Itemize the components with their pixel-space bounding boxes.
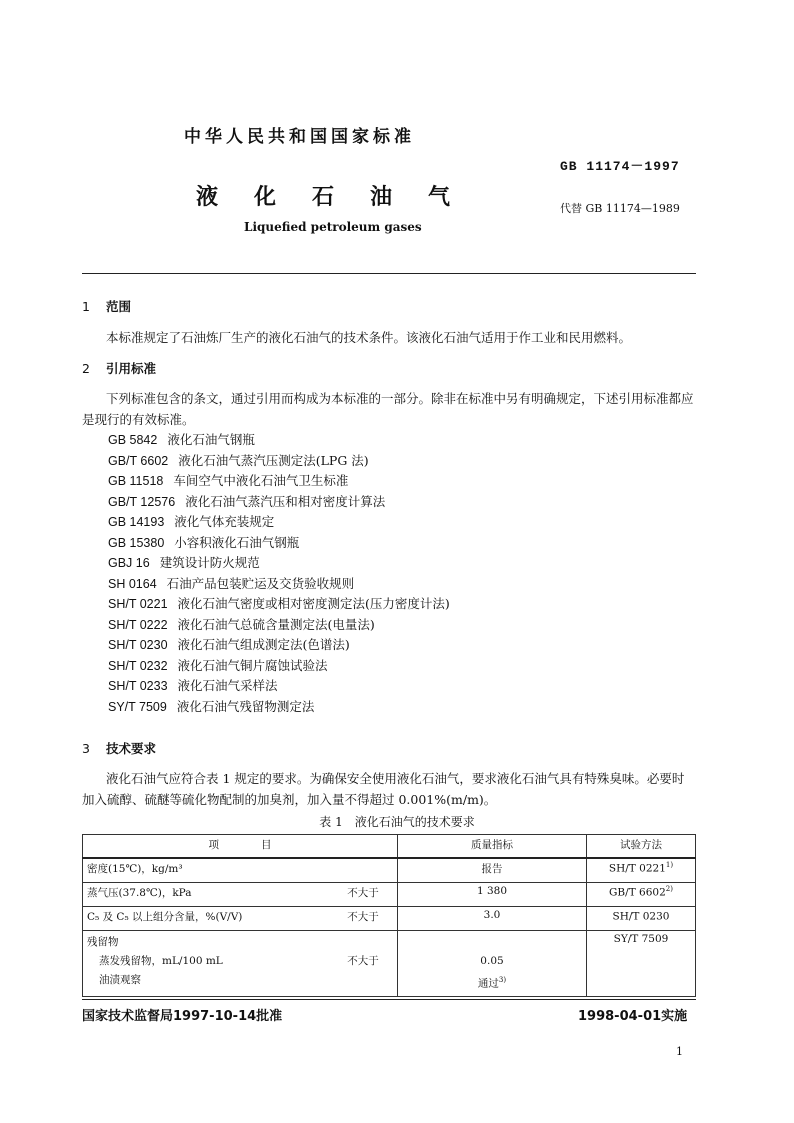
row-limit: 不大于 xyxy=(329,883,398,907)
row-method-note: 2) xyxy=(665,885,673,893)
table-row xyxy=(83,858,696,883)
reference-item xyxy=(108,594,450,615)
document-subtitle: Liquefied petroleum gases xyxy=(244,220,422,234)
reference-code: GB 11518 xyxy=(108,474,164,488)
reference-code: SH/T 0222 xyxy=(108,617,168,632)
reference-code: SH/T 0232 xyxy=(108,658,168,673)
approval-note: 国家技术监督局1997-10-14批准 xyxy=(82,1009,283,1024)
residue-sub1-limit: 不大于 xyxy=(347,955,379,967)
reference-code: GB/T 12576 xyxy=(108,494,176,509)
table-caption: 表 1 液化石油气的技术要求 xyxy=(319,815,475,829)
section-1-title: 范围 xyxy=(106,299,132,314)
header-method: 试验方法 xyxy=(587,835,696,859)
reference-item xyxy=(108,553,450,574)
row-method-cell xyxy=(587,858,696,883)
standard-title: 中华人民共和国国家标准 xyxy=(184,127,415,147)
reference-name: 液化石油气钢瓶 xyxy=(167,432,255,447)
section-1-paragraph xyxy=(82,327,696,348)
residue-item: 残留物 xyxy=(87,936,119,948)
row-method-cell xyxy=(587,883,696,907)
page-number: 1 xyxy=(676,1045,683,1058)
residue-item-cell xyxy=(83,931,330,997)
reference-name: 液化气体充装规定 xyxy=(174,514,275,529)
reference-name: 车间空气中液化石油气卫生标准 xyxy=(173,473,349,488)
reference-code: SH/T 0221 xyxy=(108,597,168,611)
section-2-text: 下列标准包含的条文，通过引用而构成为本标准的一部分。除非在标准中另有明确规定，下述引用标准都应是现行的有效标准。 xyxy=(82,391,694,427)
reference-code: SH 0164 xyxy=(108,576,157,591)
table-row xyxy=(83,883,696,907)
residue-sub2-value: 通过 xyxy=(477,977,499,990)
reference-item xyxy=(108,697,450,718)
residue-sub1-value: 0.05 xyxy=(480,955,504,967)
section-2-number: 2 xyxy=(82,361,90,376)
row-method-cell xyxy=(587,907,696,931)
reference-name: 液化石油气组成测定法(色谱法) xyxy=(177,637,350,652)
row-item: C₅ 及 C₅ 以上组分含量，%(V/V) xyxy=(83,907,330,931)
reference-name: 液化石油气蒸汽压和相对密度计算法 xyxy=(185,493,386,509)
reference-code: GB 5842 xyxy=(108,433,158,447)
reference-name: 液化石油气总硫含量测定法(电量法) xyxy=(177,616,375,632)
document-title: 液化石油气 xyxy=(196,185,487,210)
spec-table xyxy=(82,834,696,997)
section-1-heading xyxy=(82,297,131,315)
section-2-title: 引用标准 xyxy=(106,361,157,376)
section-3-text: 液化石油气应符合表 1 规定的要求。为确保安全使用液化石油气，要求液化石油气具有特殊臭味。必要时加入硫醇、硫醚等硫化物配制的加臭剂，加入量不得超过 0.001%(m/m)。 xyxy=(82,771,685,807)
footer-rule xyxy=(82,999,696,1000)
reference-item xyxy=(108,533,450,554)
row-limit xyxy=(329,858,398,883)
row-method: SH/T 0221 xyxy=(608,862,666,875)
replaces-note: 代替 GB 11174—1989 xyxy=(560,202,680,215)
reference-name: 建筑设计防火规范 xyxy=(159,555,260,570)
header-value: 质量指标 xyxy=(398,835,587,859)
section-3-paragraph xyxy=(82,768,696,810)
reference-item xyxy=(108,471,450,492)
row-limit: 不大于 xyxy=(329,907,398,931)
reference-item xyxy=(108,574,450,595)
row-value: 1 380 xyxy=(398,883,587,907)
section-3-number: 3 xyxy=(82,741,90,756)
reference-code: GB/T 6602 xyxy=(108,453,169,468)
row-item: 蒸气压(37.8℃)，kPa xyxy=(83,883,330,907)
reference-code: SH/T 0233 xyxy=(108,679,168,693)
effective-date: 1998-04-01实施 xyxy=(578,1009,688,1024)
reference-item xyxy=(108,656,450,677)
residue-method: SY/T 7509 xyxy=(587,931,696,997)
residue-value-cell xyxy=(398,931,587,997)
row-value: 报告 xyxy=(398,858,587,883)
section-2-heading xyxy=(82,359,156,377)
standard-number: GB 11174－1997 xyxy=(560,159,680,174)
reference-item xyxy=(108,512,450,533)
residue-limit-cell xyxy=(329,931,398,997)
reference-code: SY/T 7509 xyxy=(108,699,167,714)
section-1-number: 1 xyxy=(82,299,90,314)
residue-sub1-item: 蒸发残留物，mL/100 mL xyxy=(99,955,223,967)
table-row xyxy=(83,907,696,931)
reference-item xyxy=(108,492,450,513)
row-value: 3.0 xyxy=(398,907,587,931)
reference-list xyxy=(108,430,450,717)
reference-name: 液化石油气铜片腐蚀试验法 xyxy=(177,657,328,673)
section-3-heading xyxy=(82,739,156,757)
residue-sub2-item: 油渍观察 xyxy=(99,974,141,986)
reference-name: 小容积液化石油气钢瓶 xyxy=(174,534,300,550)
reference-name: 液化石油气采样法 xyxy=(177,678,278,693)
reference-name: 液化石油气残留物测定法 xyxy=(176,698,315,714)
reference-name: 液化石油气密度或相对密度测定法(压力密度计法) xyxy=(177,596,450,611)
reference-code: GBJ 16 xyxy=(108,556,150,570)
reference-code: SH/T 0230 xyxy=(108,638,168,652)
reference-code: GB 14193 xyxy=(108,515,165,529)
section-3-title: 技术要求 xyxy=(106,741,157,756)
reference-item xyxy=(108,615,450,636)
header-rule xyxy=(82,273,696,274)
row-method: SH/T 0230 xyxy=(612,910,670,923)
row-method: GB/T 6602 xyxy=(609,886,666,899)
reference-name: 石油产品包装贮运及交货验收规则 xyxy=(166,575,355,591)
table-header-row xyxy=(83,835,696,859)
reference-code: GB 15380 xyxy=(108,535,165,550)
reference-item xyxy=(108,451,450,472)
reference-name: 液化石油气蒸汽压测定法(LPG 法) xyxy=(178,452,369,468)
residue-sub2-note: 3) xyxy=(498,976,507,984)
header-item: 项 目 xyxy=(83,835,398,859)
reference-item xyxy=(108,676,450,697)
reference-item xyxy=(108,635,450,656)
section-1-text: 本标准规定了石油炼厂生产的液化石油气的技术条件。该液化石油气适用于作工业和民用燃料。 xyxy=(106,330,632,345)
reference-item xyxy=(108,430,450,451)
row-item: 密度(15℃)，kg/m³ xyxy=(83,858,330,883)
table-row-residue xyxy=(83,931,696,997)
row-method-note: 1) xyxy=(665,861,674,869)
section-2-paragraph xyxy=(82,388,696,430)
